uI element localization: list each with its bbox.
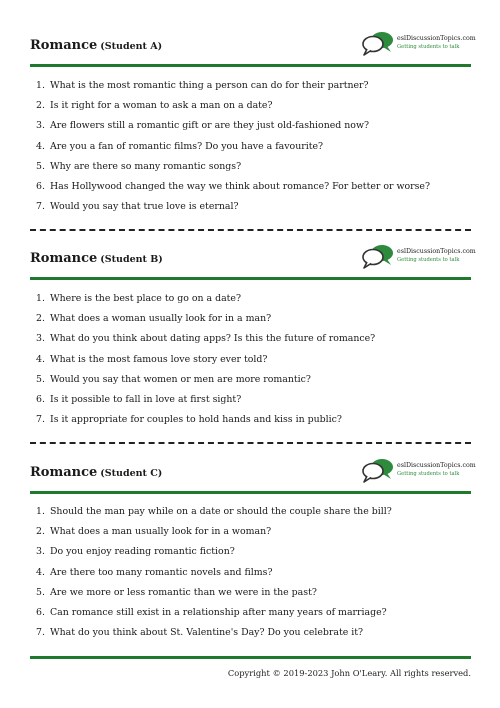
- list-item: 3. What do you think about dating apps? Is this the future of romance?: [36, 333, 376, 345]
- question-list: [30, 505, 471, 646]
- site-tagline: Getting students to talk: [397, 44, 460, 50]
- list-item: 4. Are you a fan of romantic films? Do you have a favourite?: [36, 140, 324, 152]
- site-name: eslDiscussionTopics.com: [397, 462, 476, 469]
- list-item: 4. Are there too many romantic novels and films?: [36, 566, 273, 578]
- section-student-a: [30, 30, 476, 213]
- speech-bubbles-icon: [361, 457, 395, 485]
- list-item: 5. Why are there so many romantic songs?: [36, 160, 242, 172]
- list-item: 5. Would you say that women or men are more romantic?: [36, 373, 311, 385]
- student-label: (Student A): [100, 41, 163, 52]
- site-logo: [361, 457, 476, 487]
- section-header: [30, 243, 476, 279]
- section-rule: [30, 64, 471, 67]
- list-item: 3. Do you enjoy reading romantic fiction?: [36, 546, 235, 558]
- list-item: 2. Is it right for a woman to ask a man on a date?: [36, 100, 273, 112]
- site-logo: [361, 30, 476, 60]
- list-item: 1. Where is the best place to go on a date?: [36, 293, 242, 304]
- list-item: 2. What does a woman usually look for in a man?: [36, 313, 272, 325]
- cut-line: [30, 229, 471, 231]
- site-name: eslDiscussionTopics.com: [397, 248, 476, 255]
- question-list: [30, 292, 471, 433]
- section-rule: [30, 491, 471, 494]
- copyright-notice: Copyright © 2019-2023 John O'Leary. All rights reserved.: [227, 668, 471, 678]
- section-title: Romance (Student C): [30, 465, 163, 480]
- student-label: (Student B): [100, 254, 163, 265]
- list-item: 3. Are flowers still a romantic gift or are they just old-fashioned now?: [36, 120, 370, 132]
- list-item: 7. Would you say that true love is eternal?: [36, 201, 239, 213]
- student-label: (Student C): [100, 468, 163, 479]
- section-student-c: [30, 457, 476, 639]
- list-item: 7. What do you think about St. Valentine's Day? Do you celebrate it?: [36, 627, 364, 639]
- site-name: eslDiscussionTopics.com: [397, 35, 476, 42]
- site-logo: [361, 243, 476, 273]
- list-item: 1. What is the most romantic thing a person can do for their partner?: [36, 80, 369, 91]
- list-item: 2. What does a man usually look for in a woman?: [36, 526, 272, 538]
- section-header: [30, 457, 476, 493]
- list-item: 4. What is the most famous love story ever told?: [36, 353, 268, 365]
- section-header: [30, 30, 476, 66]
- list-item: 6. Has Hollywood changed the way we think about romance? For better or worse?: [36, 180, 430, 192]
- footer-rule: [30, 656, 471, 659]
- speech-bubbles-icon: [361, 243, 395, 271]
- question-list: [30, 79, 471, 220]
- site-tagline: Getting students to talk: [397, 257, 460, 263]
- list-item: 6. Is it possible to fall in love at first sight?: [36, 393, 242, 405]
- list-item: 5. Are we more or less romantic than we were in the past?: [36, 586, 317, 598]
- section-title: Romance (Student A): [30, 38, 163, 53]
- list-item: 6. Can romance still exist in a relationship after many years of marriage?: [36, 606, 387, 618]
- section-student-b: [30, 243, 476, 426]
- list-item: 7. Is it appropriate for couples to hold hands and kiss in public?: [36, 414, 342, 426]
- speech-bubbles-icon: [361, 30, 395, 58]
- section-title: Romance (Student B): [30, 251, 163, 266]
- section-rule: [30, 277, 471, 280]
- cut-line: [30, 442, 471, 444]
- list-item: 1. Should the man pay while on a date or should the couple share the bill?: [36, 506, 392, 517]
- site-tagline: Getting students to talk: [397, 471, 460, 477]
